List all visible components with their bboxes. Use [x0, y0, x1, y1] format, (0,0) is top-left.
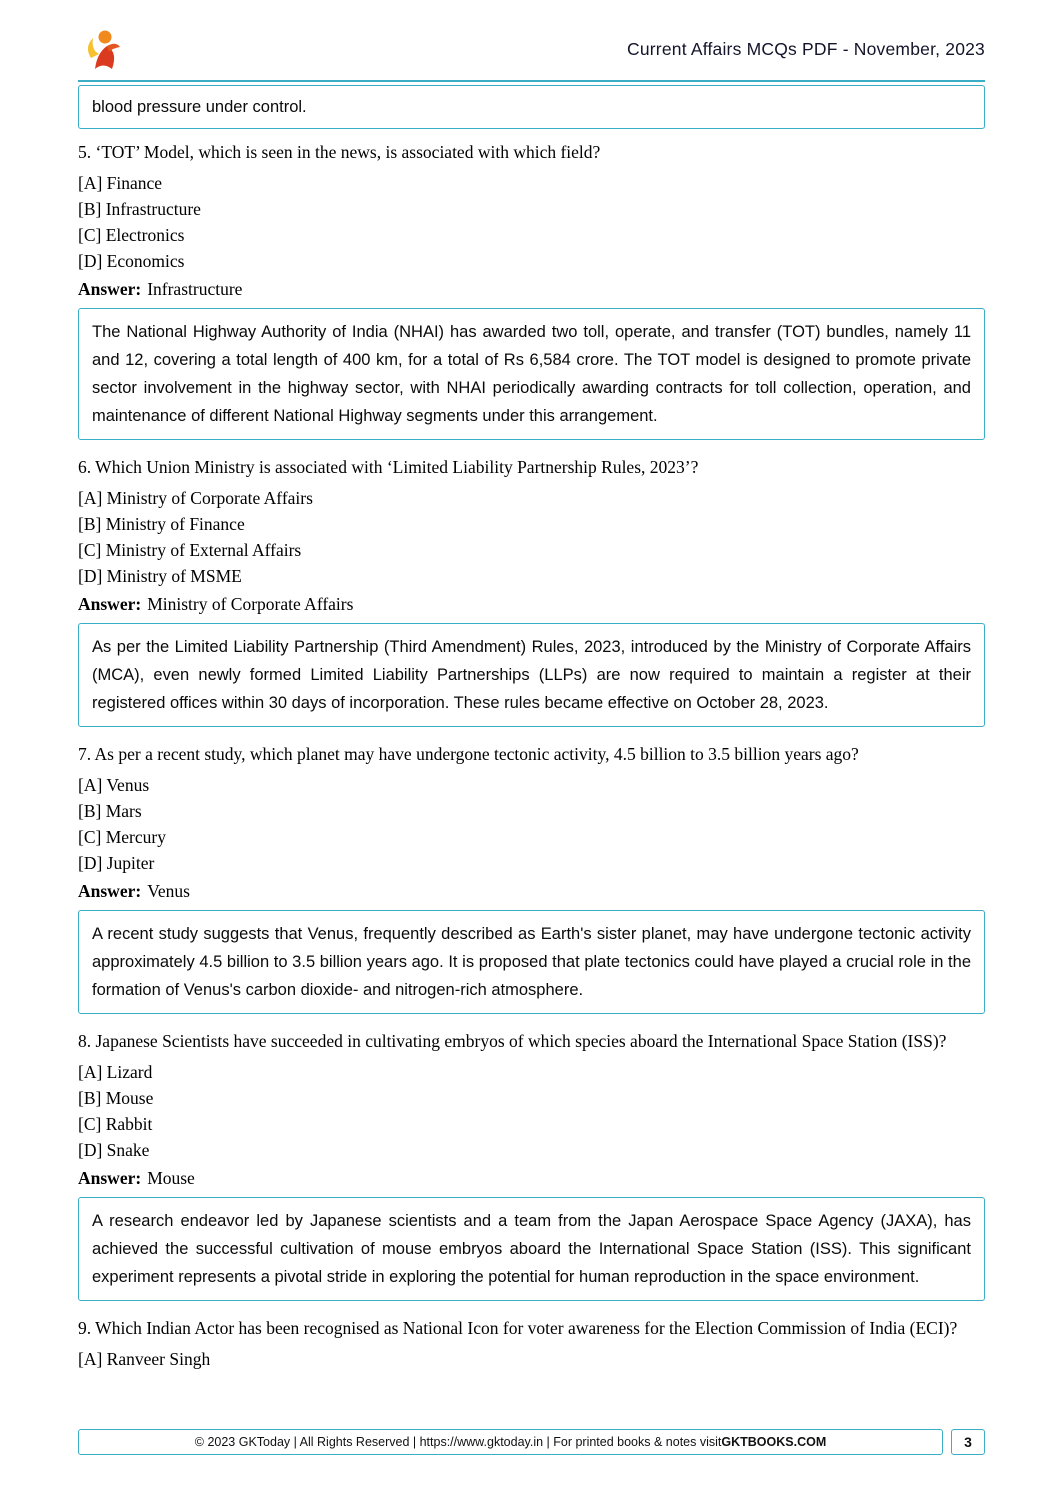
answer-line — [78, 591, 985, 617]
explanation-box — [78, 1197, 985, 1301]
footer-copyright — [78, 1429, 943, 1455]
answer-value: Infrastructure — [147, 279, 243, 299]
question-text: 5. ‘TOT’ Model, which is seen in the news, is associated with which field? — [78, 142, 601, 162]
option-d: [D] Economics — [78, 251, 185, 271]
explanation-text: A research endeavor led by Japanese scientists and a team from the Japan Aerospace Space Agency (JAXA), has achieved the successful cultivation of mouse embryos aboard the International Space Station (ISS). This significant experiment represents a pivotal stride in exploring the potential for human reproduction in the space environment. — [92, 1212, 971, 1286]
question-text: 8. Japanese Scientists have succeeded in cultivating embryos of which species aboard the International Space Station (ISS)? — [78, 1031, 947, 1051]
question-block-9 — [78, 1315, 985, 1372]
explanation-text: A recent study suggests that Venus, frequently described as Earth's sister planet, may have undergone tectonic activity approximately 4.5 billion to 3.5 billion years ago. It is proposed that plate tectonics could have played a crucial role in the formation of Venus's carbon dioxide- and nitrogen-rich atmosphere. — [92, 925, 971, 999]
option-b: [B] Ministry of Finance — [78, 514, 245, 534]
answer-value: Ministry of Corporate Affairs — [147, 594, 354, 614]
answer-line — [78, 276, 985, 302]
option-c: [C] Ministry of External Affairs — [78, 540, 302, 560]
question-block-7 — [78, 741, 985, 1014]
header-divider — [78, 80, 985, 82]
answer-line — [78, 1165, 985, 1191]
question-text: 7. As per a recent study, which planet may have undergone tectonic activity, 4.5 billion to 3.5 billion years ago? — [78, 744, 859, 764]
answer-label: Answer: — [78, 881, 142, 901]
option-b: [B] Mars — [78, 801, 142, 821]
option-d: [D] Ministry of MSME — [78, 566, 242, 586]
option-c: [C] Electronics — [78, 225, 185, 245]
footer-text: © 2023 GKToday | All Rights Reserved | https://www.gktoday.in | For printed books & notes visit — [194, 1435, 722, 1449]
explanation-text: The National Highway Authority of India (NHAI) has awarded two toll, operate, and transfer (TOT) bundles, namely 11 and 12, covering a total length of 400 km, for a total of Rs 6,584 crore. The TOT model is designed to promote private sector involvement in the highway sector, with NHAI periodically awarding contracts for toll collection, operation, and maintenance of different National Highway segments under this arrangement. — [92, 323, 971, 425]
explanation-box — [78, 308, 985, 440]
option-a: [A] Lizard — [78, 1062, 153, 1082]
question-text: 6. Which Union Ministry is associated with ‘Limited Liability Partnership Rules, 2023’? — [78, 457, 699, 477]
page-footer — [78, 1429, 985, 1455]
option-a: [A] Venus — [78, 775, 150, 795]
page-number: 3 — [951, 1429, 985, 1455]
question-text: 9. Which Indian Actor has been recognised as National Icon for voter awareness for the Election Commission of India (ECI)? — [78, 1318, 958, 1338]
footer-brand: GKTBOOKS.COM — [721, 1435, 827, 1449]
explanation-box — [78, 910, 985, 1014]
question-block-6 — [78, 454, 985, 727]
option-c: [C] Rabbit — [78, 1114, 153, 1134]
question-block-8 — [78, 1028, 985, 1301]
answer-value: Mouse — [147, 1168, 195, 1188]
explanation-box — [78, 623, 985, 727]
option-a: [A] Finance — [78, 173, 163, 193]
carryover-explanation-box — [78, 85, 985, 129]
option-d: [D] Snake — [78, 1140, 150, 1160]
option-a: [A] Ranveer Singh — [78, 1349, 211, 1369]
question-block-5 — [78, 139, 985, 440]
gktoday-logo-icon — [78, 25, 126, 73]
explanation-text: As per the Limited Liability Partnership (Third Amendment) Rules, 2023, introduced by the Ministry of Corporate Affairs (MCA), even newly formed Limited Liability Partnerships (LLPs) are now required to maintain a register at their registered offices within 30 days of incorporation. These rules became effective on October 28, 2023. — [92, 638, 971, 712]
option-a: [A] Ministry of Corporate Affairs — [78, 488, 313, 508]
page-header — [78, 22, 985, 76]
answer-label: Answer: — [78, 1168, 142, 1188]
answer-line — [78, 878, 985, 904]
document-title: Current Affairs MCQs PDF - November, 2023 — [627, 38, 985, 59]
option-b: [B] Mouse — [78, 1088, 154, 1108]
answer-label: Answer: — [78, 279, 142, 299]
answer-value: Venus — [147, 881, 190, 901]
carryover-text: blood pressure under control. — [92, 98, 307, 116]
option-b: [B] Infrastructure — [78, 199, 201, 219]
option-d: [D] Jupiter — [78, 853, 155, 873]
option-c: [C] Mercury — [78, 827, 166, 847]
answer-label: Answer: — [78, 594, 142, 614]
